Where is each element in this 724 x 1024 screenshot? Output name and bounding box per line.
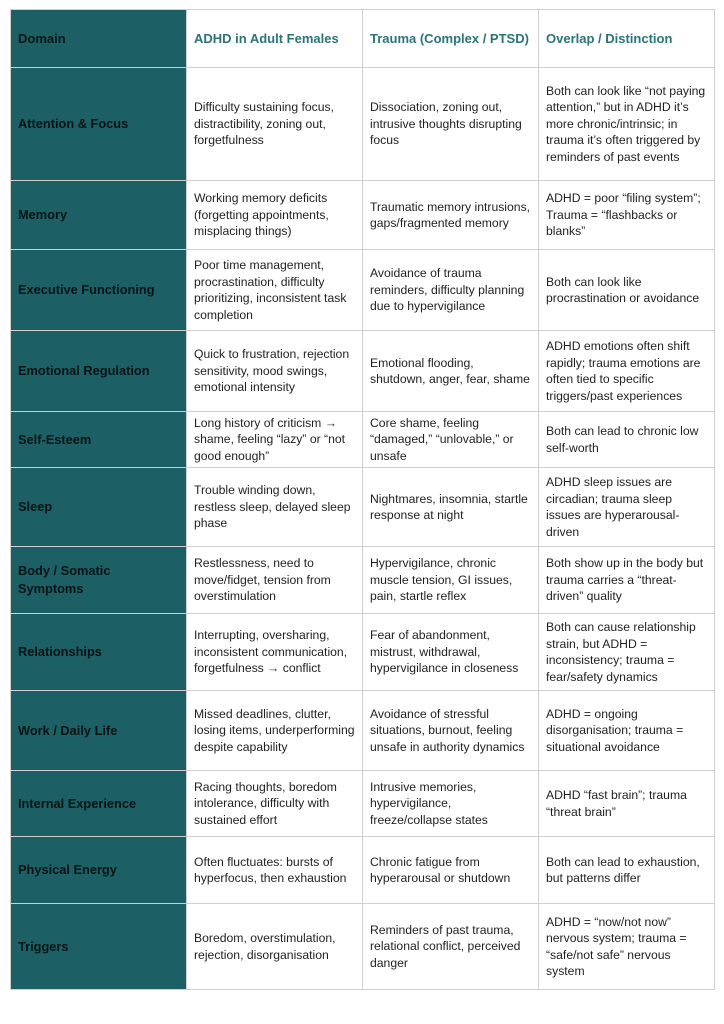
- adhd-cell: Interrupting, oversharing, inconsistent communication, forgetfulness → conflict: [187, 614, 363, 691]
- overlap-cell: ADHD = poor “filing system”; Trauma = “flashbacks or blanks”: [539, 181, 715, 250]
- domain-cell: Emotional Regulation: [11, 331, 187, 412]
- overlap-cell: ADHD = ongoing disorganisation; trauma = situational avoidance: [539, 691, 715, 771]
- trauma-cell: Fear of abandonment, mistrust, withdrawal, hypervigilance in closeness: [363, 614, 539, 691]
- table-row: [11, 837, 715, 904]
- overlap-cell: Both show up in the body but trauma carries a “threat-driven” quality: [539, 547, 715, 614]
- trauma-cell: Emotional flooding, shutdown, anger, fear, shame: [363, 331, 539, 412]
- adhd-cell: Trouble winding down, restless sleep, delayed sleep phase: [187, 468, 363, 547]
- domain-cell: Work / Daily Life: [11, 691, 187, 771]
- trauma-cell: Reminders of past trauma, relational conflict, perceived danger: [363, 904, 539, 990]
- overlap-cell: ADHD = “now/not now” nervous system; trauma = “safe/not safe” nervous system: [539, 904, 715, 990]
- header-trauma: Trauma (Complex / PTSD): [363, 10, 539, 68]
- adhd-cell: Missed deadlines, clutter, losing items, underperforming despite capability: [187, 691, 363, 771]
- table-row: [11, 904, 715, 990]
- table-row: [11, 331, 715, 412]
- table-row: [11, 68, 715, 181]
- overlap-cell: Both can lead to chronic low self-worth: [539, 412, 715, 468]
- trauma-cell: Intrusive memories, hypervigilance, freeze/collapse states: [363, 771, 539, 837]
- table-row: [11, 771, 715, 837]
- comparison-table: [10, 9, 715, 990]
- adhd-cell: Often fluctuates: bursts of hyperfocus, then exhaustion: [187, 837, 363, 904]
- trauma-cell: Traumatic memory intrusions, gaps/fragmented memory: [363, 181, 539, 250]
- header-adhd: ADHD in Adult Females: [187, 10, 363, 68]
- trauma-cell: Hypervigilance, chronic muscle tension, GI issues, pain, startle reflex: [363, 547, 539, 614]
- adhd-cell: Quick to frustration, rejection sensitivity, mood swings, emotional intensity: [187, 331, 363, 412]
- domain-cell: Executive Functioning: [11, 250, 187, 331]
- trauma-cell: Chronic fatigue from hyperarousal or shutdown: [363, 837, 539, 904]
- domain-cell: Triggers: [11, 904, 187, 990]
- overlap-cell: Both can look like procrastination or avoidance: [539, 250, 715, 331]
- overlap-cell: ADHD “fast brain”; trauma “threat brain”: [539, 771, 715, 837]
- table-row: [11, 250, 715, 331]
- table-row: [11, 547, 715, 614]
- overlap-cell: Both can lead to exhaustion, but patterns differ: [539, 837, 715, 904]
- trauma-cell: Avoidance of stressful situations, burnout, feeling unsafe in authority dynamics: [363, 691, 539, 771]
- trauma-cell: Core shame, feeling “damaged,” “unlovable,” or unsafe: [363, 412, 539, 468]
- overlap-cell: ADHD sleep issues are circadian; trauma sleep issues are hyperarousal-driven: [539, 468, 715, 547]
- domain-cell: Body / Somatic Symptoms: [11, 547, 187, 614]
- domain-cell: Attention & Focus: [11, 68, 187, 181]
- adhd-cell: Long history of criticism → shame, feeling “lazy” or “not good enough”: [187, 412, 363, 468]
- table-row: [11, 412, 715, 468]
- domain-cell: Self-Esteem: [11, 412, 187, 468]
- domain-cell: Physical Energy: [11, 837, 187, 904]
- adhd-cell: Restlessness, need to move/fidget, tension from overstimulation: [187, 547, 363, 614]
- domain-cell: Relationships: [11, 614, 187, 691]
- adhd-cell: Racing thoughts, boredom intolerance, difficulty with sustained effort: [187, 771, 363, 837]
- domain-cell: Sleep: [11, 468, 187, 547]
- trauma-cell: Dissociation, zoning out, intrusive thoughts disrupting focus: [363, 68, 539, 181]
- header-overlap: Overlap / Distinction: [539, 10, 715, 68]
- table-row: [11, 691, 715, 771]
- table-row: [11, 181, 715, 250]
- adhd-cell: Working memory deficits (forgetting appointments, misplacing things): [187, 181, 363, 250]
- overlap-cell: Both can look like “not paying attention,” but in ADHD it’s more chronic/intrinsic; in trauma it’s often triggered by reminders of past events: [539, 68, 715, 181]
- trauma-cell: Avoidance of trauma reminders, difficulty planning due to hypervigilance: [363, 250, 539, 331]
- adhd-cell: Difficulty sustaining focus, distractibility, zoning out, forgetfulness: [187, 68, 363, 181]
- table-row: [11, 468, 715, 547]
- trauma-cell: Nightmares, insomnia, startle response at night: [363, 468, 539, 547]
- table-row: [11, 614, 715, 691]
- header-row: [11, 10, 715, 68]
- domain-cell: Memory: [11, 181, 187, 250]
- overlap-cell: Both can cause relationship strain, but ADHD = inconsistency; trauma = fear/safety dynamics: [539, 614, 715, 691]
- adhd-cell: Boredom, overstimulation, rejection, disorganisation: [187, 904, 363, 990]
- adhd-cell: Poor time management, procrastination, difficulty prioritizing, inconsistent task completion: [187, 250, 363, 331]
- overlap-cell: ADHD emotions often shift rapidly; trauma emotions are often tied to specific triggers/past experiences: [539, 331, 715, 412]
- header-domain: Domain: [11, 10, 187, 68]
- domain-cell: Internal Experience: [11, 771, 187, 837]
